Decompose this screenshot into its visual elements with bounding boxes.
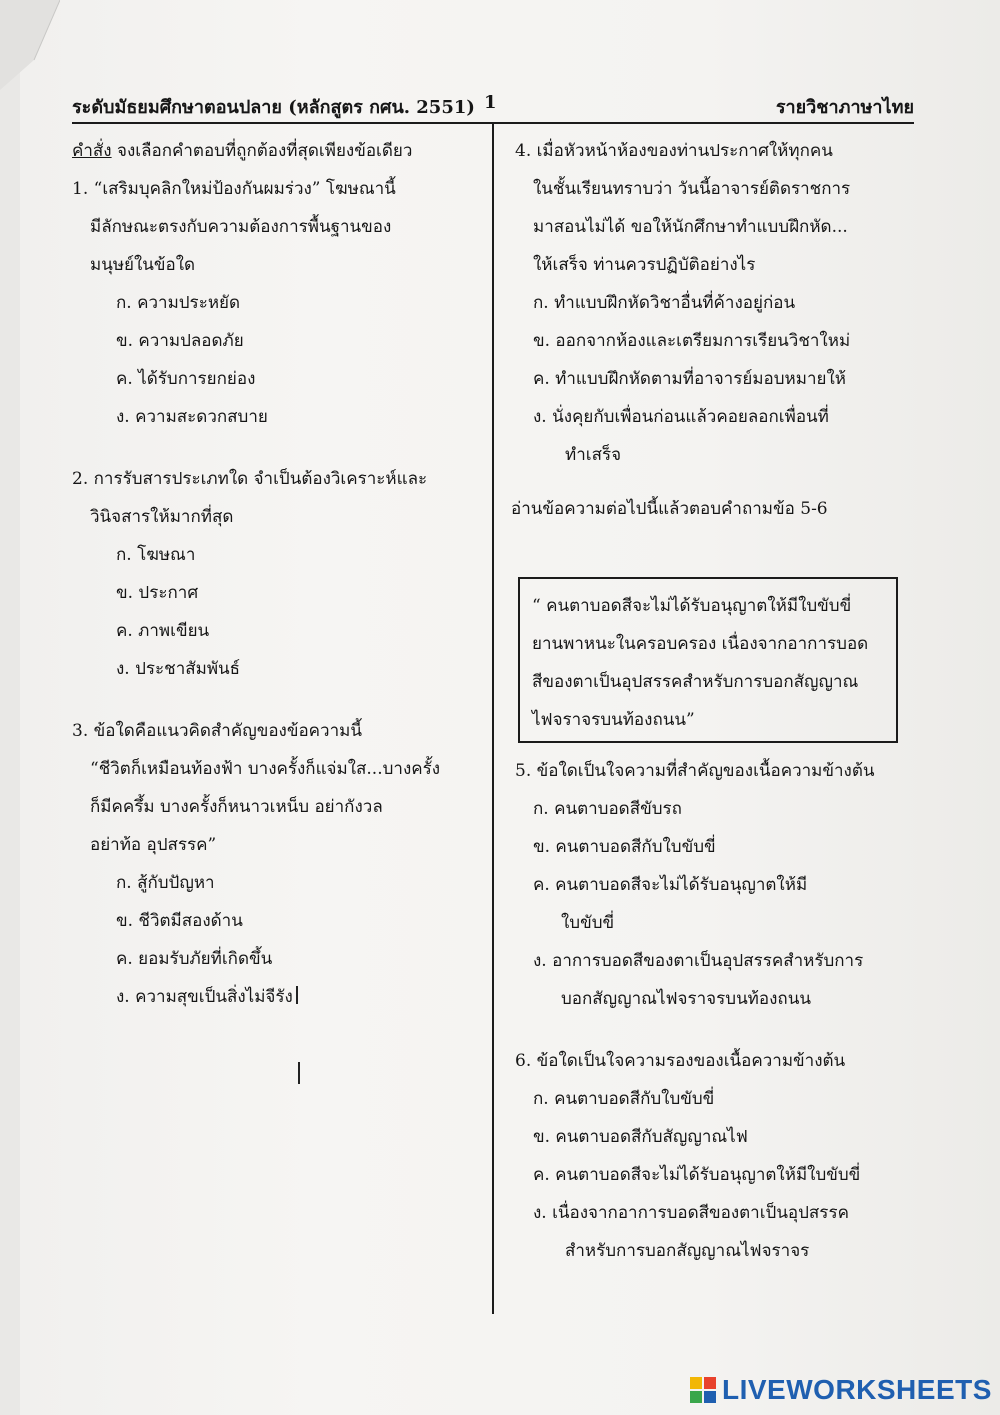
pen-mark <box>296 986 298 1004</box>
question-3-quote: ก็มีคครึ้ม บางครั้งก็หนาวเหน็บ อย่ากังวล <box>90 797 383 817</box>
question-2-option-c[interactable]: ค. ภาพเขียน <box>116 621 210 641</box>
question-2-stem-cont: วินิจสารให้มากที่สุด <box>90 507 234 527</box>
question-5-option-a[interactable]: ก. คนตาบอดสีขับรถ <box>533 799 682 819</box>
question-5-option-c[interactable]: ค. คนตาบอดสีจะไม่ได้รับอนุญาตให้มี <box>533 875 808 895</box>
logo-text: LIVEWORKSHEETS <box>722 1374 992 1405</box>
question-1 <box>72 170 477 436</box>
question-5-stem: 5. ข้อใดเป็นใจความที่สำคัญของเนื้อความข้างต้น <box>515 761 875 781</box>
question-3-quote: อย่าท้อ อุปสรรค” <box>90 835 217 855</box>
question-6-option-d-cont: สำหรับการบอกสัญญาณไฟจราจร <box>565 1241 810 1261</box>
logo-square <box>704 1377 716 1389</box>
question-3-quote: “ชีวิตก็เหมือนท้องฟ้า บางครั้งก็แจ่มใส...บางครั้ง <box>90 759 441 779</box>
question-4-stem-cont: ให้เสร็จ ท่านควรปฏิบัติอย่างไร <box>533 255 756 275</box>
question-5-option-b[interactable]: ข. คนตาบอดสีกับใบขับขี่ <box>533 837 716 857</box>
instruction-text: จงเลือกคำตอบที่ถูกต้องที่สุดเพียงข้อเดียว <box>117 141 413 161</box>
right-column <box>511 132 910 528</box>
question-2-option-d[interactable]: ง. ประชาสัมพันธ์ <box>116 659 241 679</box>
question-4-stem: 4. เมื่อหัวหน้าห้องของท่านประกาศให้ทุกคน <box>515 141 833 161</box>
page-corner-shadow <box>0 0 60 90</box>
question-3-option-b[interactable]: ข. ชีวิตมีสองด้าน <box>116 911 243 931</box>
question-1-option-c[interactable]: ค. ได้รับการยกย่อง <box>116 369 256 389</box>
passage-line: “ คนตาบอดสีจะไม่ได้รับอนุญาตให้มีใบขับขี่ <box>532 596 852 616</box>
logo-square <box>704 1391 716 1403</box>
logo-squares-icon <box>690 1377 716 1403</box>
left-column <box>72 132 477 1016</box>
question-2-stem: 2. การรับสารประเภทใด จำเป็นต้องวิเคราะห์และ <box>72 469 428 489</box>
passage-intro: อ่านข้อความต่อไปนี้แล้วตอบคำถามข้อ 5-6 <box>511 499 828 519</box>
question-5-option-d[interactable]: ง. อาการบอดสีของตาเป็นอุปสรรคสำหรับการ <box>533 951 864 971</box>
question-6 <box>515 1042 910 1270</box>
question-6-option-a[interactable]: ก. คนตาบอดสีกับใบขับขี่ <box>533 1089 715 1109</box>
logo-square <box>690 1391 702 1403</box>
question-6-stem: 6. ข้อใดเป็นใจความรองของเนื้อความข้างต้น <box>515 1051 846 1071</box>
question-6-option-c[interactable]: ค. คนตาบอดสีจะไม่ได้รับอนุญาตให้มีใบขับขี่ <box>533 1165 861 1185</box>
question-3 <box>72 712 477 1016</box>
question-6-option-b[interactable]: ข. คนตาบอดสีกับสัญญาณไฟ <box>533 1127 748 1147</box>
question-4-stem-cont: มาสอนไม่ได้ ขอให้นักศึกษาทำแบบฝึกหัด... <box>533 217 848 237</box>
instruction-label: คำสั่ง <box>72 141 112 161</box>
question-4-stem-cont: ในชั้นเรียนทราบว่า วันนี้อาจารย์ติดราชการ <box>533 179 851 199</box>
question-2-option-b[interactable]: ข. ประกาศ <box>116 583 199 603</box>
question-4 <box>515 132 910 474</box>
question-1-option-d[interactable]: ง. ความสะดวกสบาย <box>116 407 268 427</box>
question-4-option-d[interactable]: ง. นั่งคุยกับเพื่อนก่อนแล้วคอยลอกเพื่อนที่ <box>533 407 829 427</box>
header-course-level: ระดับมัธยมศึกษาตอนปลาย (หลักสูตร กศน. 2551) <box>72 97 475 118</box>
question-3-option-d[interactable]: ง. ความสุขเป็นสิ่งไม่จีรัง <box>116 987 293 1007</box>
header-subject: รายวิชาภาษาไทย <box>775 97 914 118</box>
logo-square <box>690 1377 702 1389</box>
question-1-stem: 1. “เสริมบุคลิกใหม่ป้องกันผมร่วง” โฆษณานี้ <box>72 179 396 199</box>
question-5-option-c-cont: ใบขับขี่ <box>561 913 615 933</box>
pen-mark <box>298 1062 300 1084</box>
question-3-option-a[interactable]: ก. สู้กับปัญหา <box>116 873 215 893</box>
question-4-option-b[interactable]: ข. ออกจากห้องและเตรียมการเรียนวิชาใหม่ <box>533 331 851 351</box>
column-divider <box>492 124 494 1314</box>
header-page-number: 1 <box>484 92 497 113</box>
question-2 <box>72 460 477 688</box>
question-1-option-a[interactable]: ก. ความประหยัด <box>116 293 241 313</box>
question-3-option-c[interactable]: ค. ยอมรับภัยที่เกิดขึ้น <box>116 949 273 969</box>
page-header <box>72 92 914 122</box>
question-1-stem-cont: มนุษย์ในข้อใด <box>90 255 196 275</box>
question-6-option-d[interactable]: ง. เนื่องจากอาการบอดสีของตาเป็นอุปสรรค <box>533 1203 849 1223</box>
passage-line: สีของตาเป็นอุปสรรคสำหรับการบอกสัญญาณ <box>532 672 859 692</box>
instruction <box>72 132 477 170</box>
right-column-lower <box>515 752 910 1270</box>
liveworksheets-logo <box>690 1375 992 1405</box>
question-4-option-a[interactable]: ก. ทำแบบฝึกหัดวิชาอื่นที่ค้างอยู่ก่อน <box>533 293 796 313</box>
question-1-stem-cont: มีลักษณะตรงกับความต้องการพื้นฐานของ <box>90 217 392 237</box>
question-5 <box>515 752 910 1018</box>
passage-line: ยานพาหนะในครอบครอง เนื่องจากอาการบอด <box>532 634 869 654</box>
question-4-option-d-cont: ทำเสร็จ <box>565 445 622 465</box>
question-3-stem: 3. ข้อใดคือแนวคิดสำคัญของข้อความนี้ <box>72 721 362 741</box>
question-4-option-c[interactable]: ค. ทำแบบฝึกหัดตามที่อาจารย์มอบหมายให้ <box>533 369 846 389</box>
question-2-option-a[interactable]: ก. โฆษณา <box>116 545 196 565</box>
passage-box <box>518 577 898 743</box>
passage-line: ไฟจราจรบนท้องถนน” <box>532 710 695 730</box>
question-1-option-b[interactable]: ข. ความปลอดภัย <box>116 331 244 351</box>
question-5-option-d-cont: บอกสัญญาณไฟจราจรบนท้องถนน <box>561 989 811 1009</box>
